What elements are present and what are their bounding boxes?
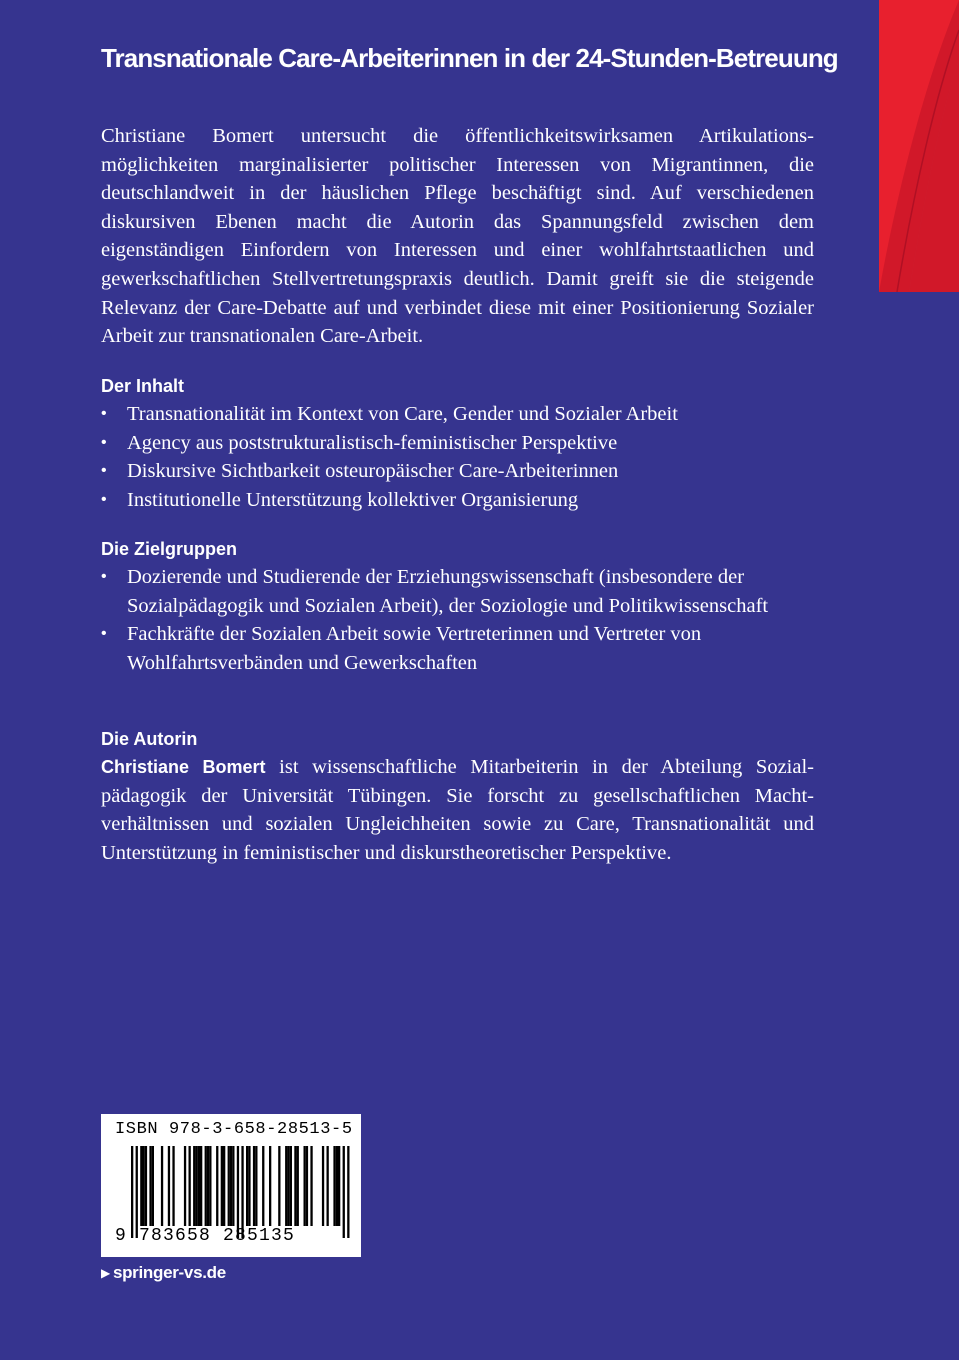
list-item: • Agency aus poststrukturalistisch-feministischer Perspektive: [101, 429, 814, 458]
barcode-bar: [198, 1146, 200, 1226]
barcode-bar: [336, 1146, 338, 1226]
barcode-bar: [228, 1146, 230, 1226]
book-title: Transnationale Care-Arbeiterinnen in der 24-Stunden-Betreuung: [101, 43, 838, 73]
barcode-bar: [207, 1146, 209, 1226]
barcode-bar: [223, 1146, 225, 1226]
barcode-bar: [172, 1146, 174, 1226]
list-item: • Transnationalität im Kontext von Care, Gender und Sozialer Arbeit: [101, 400, 814, 429]
bullet-icon: •: [101, 405, 107, 422]
barcode-bar: [285, 1146, 287, 1226]
barcode-bar: [253, 1146, 255, 1226]
barcode-bar: [152, 1146, 154, 1226]
barcode-bar: [143, 1146, 145, 1226]
barcode-bar: [221, 1146, 223, 1226]
barcode-bar: [168, 1146, 170, 1226]
barcode-bar: [241, 1146, 243, 1238]
author-bio: [101, 753, 814, 867]
barcode-bar: [297, 1146, 299, 1226]
barcode-bar: [347, 1146, 349, 1238]
author-heading: Die Autorin: [101, 729, 198, 749]
bullet-icon: •: [101, 433, 107, 451]
barcode-bar: [304, 1146, 306, 1226]
barcode-bar: [237, 1146, 239, 1238]
barcode-bar: [209, 1146, 211, 1226]
barcode-bar: [327, 1146, 329, 1226]
barcode-bar: [193, 1146, 195, 1226]
publisher-link[interactable]: [101, 1262, 226, 1284]
barcode-bar: [255, 1146, 257, 1226]
barcode-bar: [338, 1146, 340, 1226]
bullet-icon: •: [101, 462, 107, 480]
audience-list: [101, 563, 814, 677]
barcode-bar: [246, 1146, 248, 1226]
arrow-right-icon: ▶: [101, 1266, 110, 1280]
list-item: • Institutionelle Unterstützung kollektiver Organisierung: [101, 486, 814, 515]
barcode-bar: [232, 1146, 234, 1226]
barcode-bar: [290, 1146, 292, 1226]
barcode-bar: [149, 1146, 151, 1226]
barcode-bar: [200, 1146, 202, 1226]
author-bio-text: ist wissenschaftliche Mitarbeiterin in der Abteilung Sozialpädagogik der Universität Tübingen. Sie forscht zu gesellschaftlichen Machtverhältnissen und sozialen Ungleichheiten sowie zu Care, Transnationalität und Unterstützung in feministischer und diskurstheoretischer Perspektive.: [101, 756, 814, 864]
barcode-bar: [189, 1146, 191, 1226]
bullet-icon: •: [101, 625, 107, 643]
barcode-bar: [343, 1146, 345, 1238]
barcode-bar: [262, 1146, 264, 1226]
bullet-icon: •: [101, 490, 107, 508]
barcode-bar: [205, 1146, 207, 1226]
content-heading: Der Inhalt: [101, 376, 185, 396]
barcode-bar: [145, 1146, 147, 1226]
barcode-bar: [294, 1146, 296, 1226]
barcode-bar: [216, 1146, 218, 1226]
barcode-bar: [310, 1146, 312, 1226]
barcode-bar: [248, 1146, 250, 1226]
barcode-bar: [269, 1146, 271, 1226]
barcode-bar: [136, 1146, 138, 1238]
barcode-bar: [140, 1146, 142, 1226]
barcode-bar: [230, 1146, 232, 1226]
ean-digits: 9 783658 285135: [115, 1226, 296, 1246]
corner-accent-graphic: [879, 0, 959, 292]
barcode-bar: [184, 1146, 186, 1226]
barcode-bar: [287, 1146, 289, 1226]
barcode-bar: [322, 1146, 324, 1226]
isbn-barcode: [101, 1114, 361, 1257]
barcode-bar: [161, 1146, 163, 1226]
barcode-bar: [278, 1146, 280, 1226]
barcode-bar: [333, 1146, 335, 1226]
bullet-icon: •: [101, 568, 107, 585]
list-item: • Diskursive Sichtbarkeit osteuropäischer Care-Arbeiterinnen: [101, 457, 814, 486]
book-abstract: Christiane Bomert untersucht die öffentlichkeitswirksamen Artikulationsmöglichkeiten marginalisierter politischer Interessen von Migrantinnen, die deutschlandweit in der häuslichen Pflege beschäftigt sind. Auf verschiedenen diskursiven Ebenen macht die Autorin das Spannungsfeld zwischen dem eigenständigen Einfordern von Interessen und einer wohlfahrtstaatlichen und gewerkschaftlichen Stellvertretungspraxis deutlich. Damit greift sie die steigende Relevanz der Care-Debatte auf und verbindet diese mit einer Positionierung Sozialer Arbeit zur transnationalen Care-Arbeit.: [101, 125, 814, 348]
publisher-url: springer-vs.de: [112, 1263, 226, 1282]
barcode-bar: [306, 1146, 308, 1226]
list-item: • Dozierende und Studierende der Erziehungswissenschaft (insbesondere der Sozialpädagogik und Sozialen Arbeit), der Soziologie und Politikwissenschaft: [101, 563, 814, 620]
barcode-bar: [131, 1146, 133, 1238]
content-list: [101, 400, 814, 514]
barcode-bar: [195, 1146, 197, 1226]
isbn-label: ISBN 978-3-658-28513-5: [115, 1120, 353, 1139]
author-name: Christiane Bomert: [101, 757, 266, 777]
list-item: • Fachkräfte der Sozialen Arbeit sowie Vertreterinnen und Vertreter von Wohlfahrtsverbänden und Gewerkschaften: [101, 620, 814, 677]
audience-heading: Die Zielgruppen: [101, 539, 238, 559]
